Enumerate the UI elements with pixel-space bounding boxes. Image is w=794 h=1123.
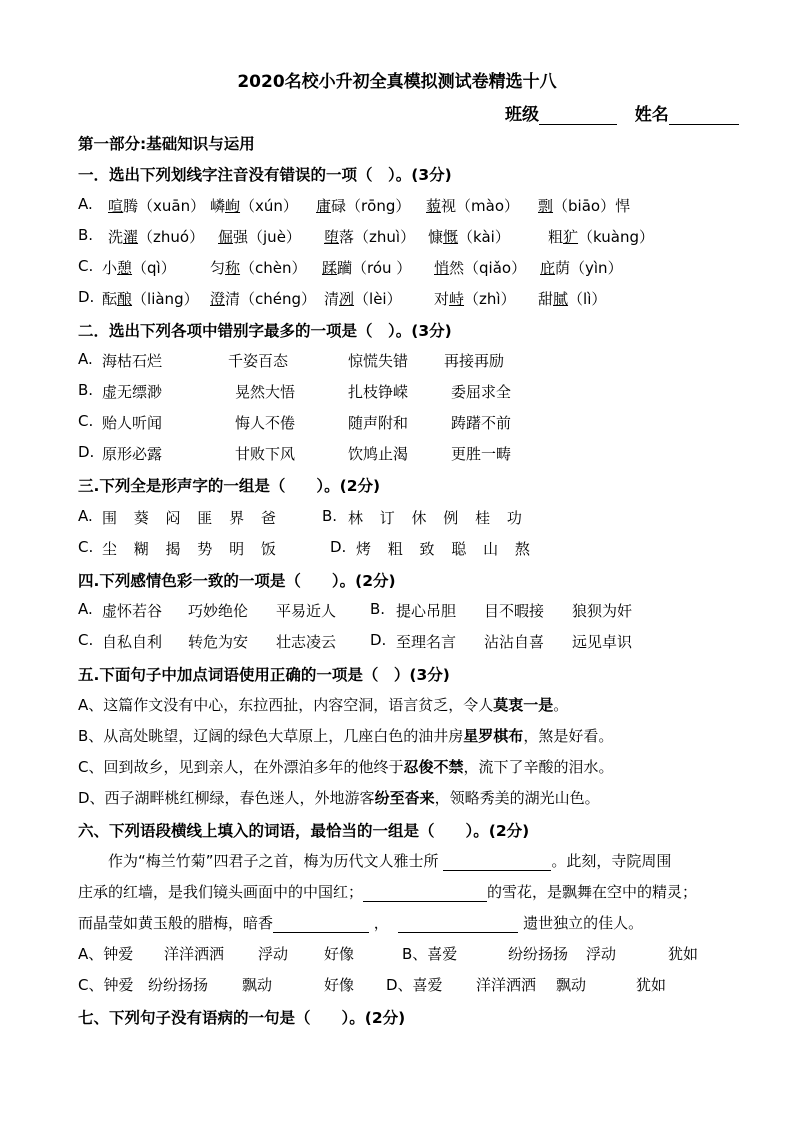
name-blank[interactable]	[669, 108, 739, 125]
char-group: 尘 糊 揭 势 明 饭	[102, 540, 282, 558]
word: 自私自利	[102, 633, 163, 651]
q1c-item3: 蹂躏（róu ）	[322, 259, 412, 277]
q1a-item4: 藐视（mào）	[426, 197, 519, 215]
part-heading: 第一部分:基础知识与运用	[78, 135, 255, 153]
word: 平易近人	[276, 602, 337, 620]
option-letter: C.	[78, 631, 94, 649]
q1d-item2: 澄清（chéng）	[210, 290, 317, 308]
option-letter: A.	[78, 350, 93, 368]
word: 随声附和	[348, 414, 409, 432]
option-letter: B.	[78, 381, 94, 399]
option-letter: B.	[78, 226, 94, 244]
char-group: 烤 粗 致 聪 山 熬	[356, 540, 536, 558]
question-6-heading: 六、下列语段横线上填入的词语，最恰当的一组是（ ）。(2分)	[78, 822, 530, 840]
word: 壮志凌云	[276, 633, 337, 651]
word: 纷纷扬扬	[148, 976, 209, 994]
word: 犹如	[636, 976, 667, 994]
q6-paragraph-line-3: 而晶莹如黄玉般的腊梅，暗香 ， 遗世独立的佳人。	[78, 914, 644, 932]
word: 犹如	[668, 945, 699, 963]
question-3-heading: 三.下列全是形声字的一组是（ ）。(2分)	[78, 477, 381, 495]
q5-option-b: B、从高处眺望，辽阔的绿色大草原上，几座白色的油井房星罗棋布，煞是好看。	[78, 727, 614, 745]
q1b-item2: 倔强（juè）	[218, 228, 301, 246]
word: 狼狈为奸	[572, 602, 633, 620]
word: 贻人听闻	[102, 414, 163, 432]
option-letter: D.	[370, 631, 387, 649]
class-label: 班级	[505, 105, 539, 125]
option-letter: B.	[370, 600, 386, 618]
q1c-item4: 悄然（qiǎo）	[434, 259, 527, 277]
option-letter: A.	[78, 195, 93, 213]
word: 甘败下风	[235, 445, 296, 463]
question-4-heading: 四.下列感情色彩一致的一项是（ ）。(2分)	[78, 572, 396, 590]
q1d-item5: 甜腻（lì）	[538, 290, 607, 308]
q1d-item4: 对峙（zhì）	[434, 290, 516, 308]
q1b-item1: 洗濯（zhuó）	[108, 228, 205, 246]
word: 洋洋洒洒	[476, 976, 537, 994]
option-letter: C.	[78, 538, 94, 556]
q1c-item5: 庇荫（yìn）	[540, 259, 623, 277]
word: 原形必露	[102, 445, 163, 463]
word: 好像	[324, 976, 355, 994]
q1c-item1: 小憩（qì）	[102, 259, 176, 277]
word: 远见卓识	[572, 633, 633, 651]
word: 悔人不倦	[235, 414, 296, 432]
word: 转危为安	[188, 633, 249, 651]
q5-option-d: D、西子湖畔桃红柳绿，春色迷人，外地游客纷至沓来，领略秀美的湖光山色。	[78, 789, 600, 807]
q1a-item2: 嶙峋（xún）	[210, 197, 298, 215]
q1a-item5: 剽（biāo）悍	[538, 197, 631, 215]
fill-blank-2[interactable]	[363, 885, 487, 902]
q1a-item3: 庸碌（rōng）	[316, 197, 411, 215]
page-title: 2020名校小升初全真模拟测试卷精选十八	[237, 72, 557, 92]
word: 扎枝铮嵘	[348, 383, 409, 401]
word: D、喜爱	[386, 976, 443, 994]
class-blank[interactable]	[539, 108, 617, 125]
question-2-heading: 二．选出下列各项中错别字最多的一项是（ ）。(3分)	[78, 322, 452, 340]
fill-blank-1[interactable]	[443, 854, 551, 871]
word: 提心吊胆	[396, 602, 457, 620]
word: 浮动	[258, 945, 289, 963]
word: C、钟爱	[78, 976, 134, 994]
q5-option-c: C、回到故乡，见到亲人，在外漂泊多年的他终于忍俊不禁，流下了辛酸的泪水。	[78, 758, 614, 776]
q1d-item3: 清冽（lèi）	[324, 290, 402, 308]
word: 再接再励	[444, 352, 505, 370]
class-name-line	[505, 100, 739, 125]
word: 飘动	[242, 976, 273, 994]
option-letter: D.	[78, 288, 95, 306]
option-letter: A.	[78, 600, 93, 618]
word: 纷纷扬扬	[508, 945, 569, 963]
word: 更胜一畴	[451, 445, 512, 463]
word: 至理名言	[396, 633, 457, 651]
char-group: 林 订 休 例 桂 功	[348, 509, 528, 527]
option-letter: B.	[322, 507, 338, 525]
option-letter: D.	[330, 538, 347, 556]
word: 千姿百态	[228, 352, 289, 370]
word: 海枯石烂	[102, 352, 163, 370]
option-letter: C.	[78, 257, 94, 275]
word: 好像	[324, 945, 355, 963]
q6-paragraph-line-2: 庄承的红墙，是我们镜头画面中的中国红； 的雪花，是飘舞在空中的精灵；	[78, 883, 698, 901]
word: 踌躇不前	[451, 414, 512, 432]
q1b-item3: 堕落（zhuì）	[324, 228, 416, 246]
option-letter: A.	[78, 507, 93, 525]
word: B、喜爱	[402, 945, 458, 963]
question-5-heading: 五.下面句子中加点词语使用正确的一项是（ ）(3分)	[78, 666, 450, 684]
q1d-item1: 酝酿（liàng）	[102, 290, 199, 308]
option-letter: D.	[78, 443, 95, 461]
word: 饮鸠止渴	[348, 445, 409, 463]
word: 洋洋洒洒	[164, 945, 225, 963]
word: 目不暇接	[484, 602, 545, 620]
word: 委屈求全	[451, 383, 512, 401]
fill-blank-4[interactable]	[398, 916, 518, 933]
q1b-item4: 慷慨（kài）	[428, 228, 510, 246]
name-label: 姓名	[634, 105, 669, 125]
word: 浮动	[586, 945, 617, 963]
word: A、钟爱	[78, 945, 134, 963]
question-1-heading: 一．选出下列划线字注音没有错误的一项（ ）。(3分)	[78, 166, 452, 184]
q6-paragraph-line-1: 作为“梅兰竹菊”四君子之首，梅为历代文人雅士所 。此刻，寺院周围	[108, 852, 672, 870]
word: 飘动	[556, 976, 587, 994]
word: 晃然大悟	[235, 383, 296, 401]
word: 巧妙绝伦	[188, 602, 249, 620]
q1c-item2: 匀称（chèn）	[210, 259, 307, 277]
q1a-item1: 喧腾（xuān）	[108, 197, 206, 215]
q5-option-a: A、这篇作文没有中心，东拉西扯，内容空洞，语言贫乏，令人莫衷一是。	[78, 696, 569, 714]
fill-blank-3[interactable]	[273, 916, 369, 933]
word: 虚无缥渺	[102, 383, 163, 401]
question-7-heading: 七、下列句子没有语病的一句是（ ）。(2分)	[78, 1009, 406, 1027]
word: 惊慌失错	[348, 352, 409, 370]
q1b-item5: 粗犷（kuàng）	[548, 228, 654, 246]
char-group: 围 葵 闷 匪 界 爸	[102, 509, 282, 527]
word: 虚怀若谷	[102, 602, 163, 620]
option-letter: C.	[78, 412, 94, 430]
word: 沾沾自喜	[484, 633, 545, 651]
